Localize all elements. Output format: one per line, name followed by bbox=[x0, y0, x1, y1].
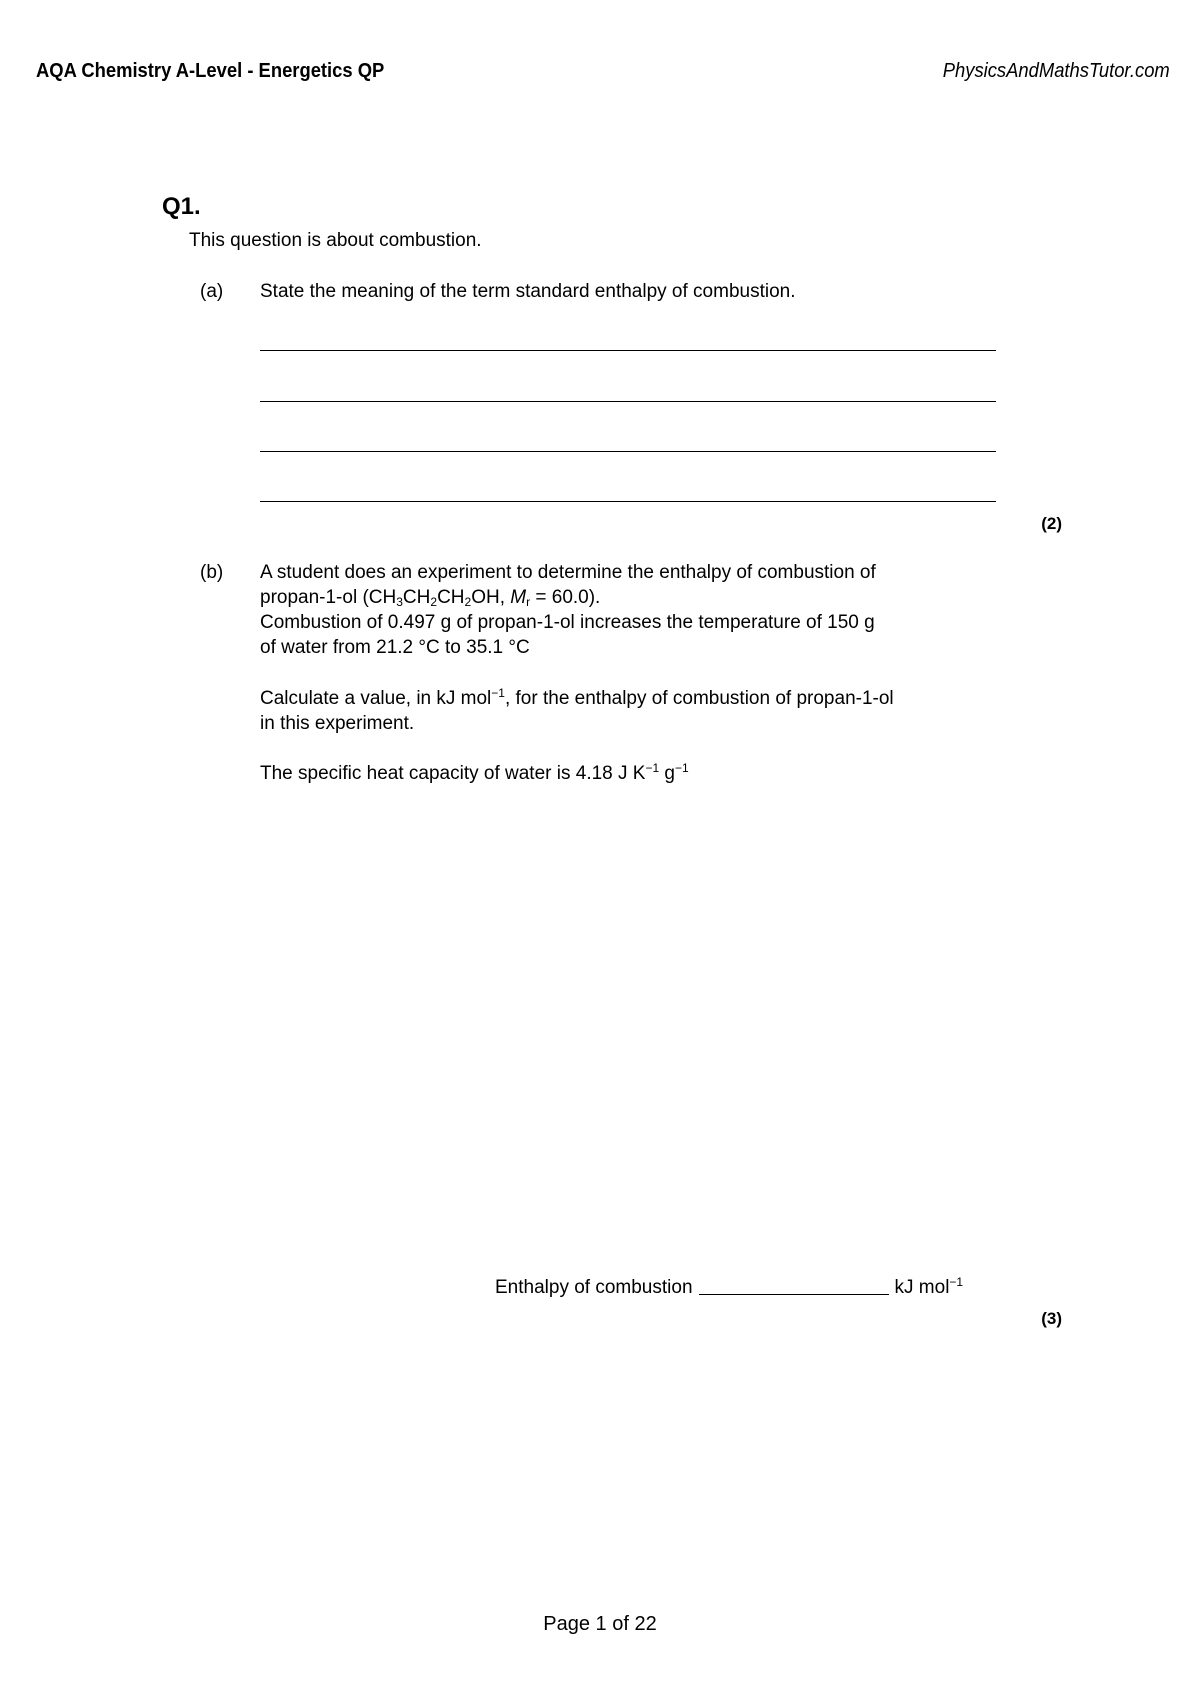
formula-prefix: propan-1-ol (CH bbox=[260, 587, 397, 608]
header-site: PhysicsAndMathsTutor.com bbox=[942, 60, 1170, 82]
mr-subscript: r bbox=[526, 595, 531, 609]
answer-line[interactable] bbox=[260, 401, 996, 402]
mr-symbol: M bbox=[510, 587, 527, 608]
part-b-line1: A student does an experiment to determine the enthalpy of combustion of bbox=[260, 562, 876, 583]
formula-ch2: CH bbox=[402, 587, 431, 608]
calc-instruction bbox=[260, 686, 1020, 711]
answer-row bbox=[495, 1275, 963, 1300]
part-a-marks: (2) bbox=[1041, 514, 1062, 533]
answer-line[interactable] bbox=[260, 451, 996, 452]
answer-unit-sup: −1 bbox=[949, 1275, 964, 1289]
calc-prefix: Calculate a value, in kJ mol bbox=[260, 688, 492, 709]
shc-sup: −1 bbox=[675, 761, 689, 775]
part-b-marks: (3) bbox=[1041, 1309, 1062, 1328]
specific-heat-capacity bbox=[260, 761, 1020, 786]
answer-label: Enthalpy of combustion bbox=[495, 1277, 693, 1298]
mr-value: = 60.0). bbox=[530, 587, 601, 608]
answer-line[interactable] bbox=[260, 350, 996, 351]
part-b-line2 bbox=[260, 585, 1020, 610]
question-intro: This question is about combustion. bbox=[189, 230, 482, 251]
answer-line[interactable] bbox=[260, 501, 996, 502]
calc-sup: −1 bbox=[491, 686, 505, 700]
part-b-label: (b) bbox=[200, 562, 224, 583]
question-number: Q1. bbox=[162, 193, 201, 220]
formula-oh: OH, bbox=[471, 587, 511, 608]
part-b-line3: Combustion of 0.497 g of propan-1-ol increases the temperature of 150 g bbox=[260, 612, 875, 633]
formula-sub: 2 bbox=[464, 595, 472, 609]
formula-sub: 2 bbox=[430, 595, 438, 609]
answer-blank[interactable] bbox=[699, 1276, 889, 1295]
page-footer: Page 1 of 22 bbox=[543, 1613, 657, 1635]
answer-unit: kJ mol bbox=[894, 1277, 950, 1298]
shc-mid: g bbox=[659, 763, 676, 784]
formula-sub: 3 bbox=[396, 595, 403, 609]
part-a-text: State the meaning of the term standard enthalpy of combustion. bbox=[260, 281, 796, 302]
shc-sup: −1 bbox=[645, 761, 660, 775]
header-title: AQA Chemistry A-Level - Energetics QP bbox=[36, 60, 385, 82]
calc-instruction-line2: in this experiment. bbox=[260, 713, 415, 734]
formula-ch2: CH bbox=[437, 587, 465, 608]
calc-suffix: , for the enthalpy of combustion of propan-1-ol bbox=[504, 688, 894, 709]
part-b-line4: of water from 21.2 °C to 35.1 °C bbox=[260, 637, 530, 658]
shc-prefix: The specific heat capacity of water is 4.18 J K bbox=[260, 763, 646, 784]
part-a-label: (a) bbox=[200, 281, 224, 302]
